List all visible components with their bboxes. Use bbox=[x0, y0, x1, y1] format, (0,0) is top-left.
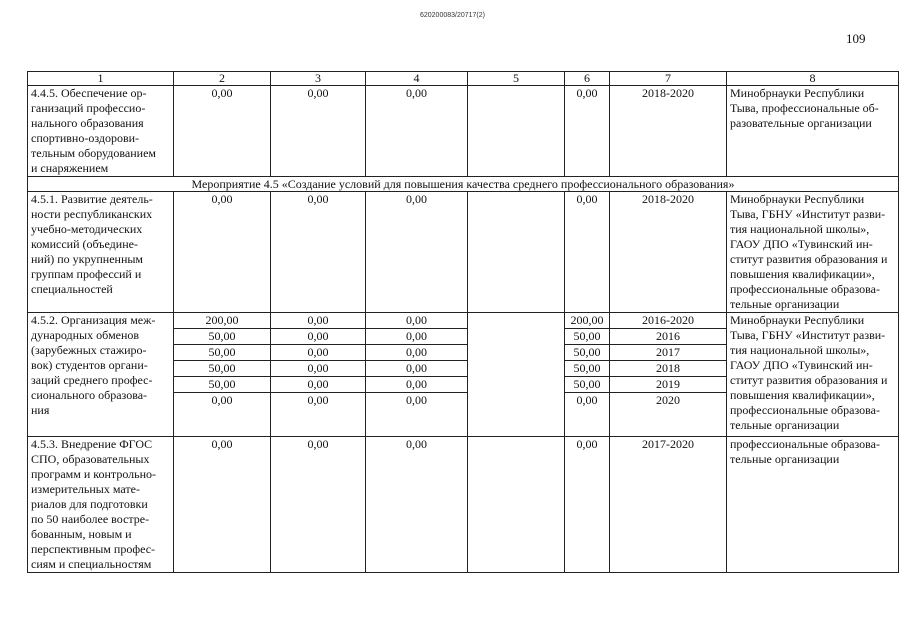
value-cell: 0,00 bbox=[366, 345, 468, 361]
value-cell: 0,00 bbox=[271, 437, 366, 573]
value-cell: 0,00 bbox=[271, 192, 366, 313]
value-cell: 0,00 bbox=[174, 437, 271, 573]
value-cell bbox=[468, 86, 565, 177]
table-row-4-5-3 bbox=[28, 437, 899, 573]
years-cell: 2017-2020 bbox=[610, 437, 727, 573]
activity-name: 4.5.3. Внедрение ФГОС СПО, образовательных программ и контрольно- измерительных мате- риалов для подготовки по 50 наиболее востре- бованным, новым и перспективным профес- сиям и специальностям bbox=[28, 437, 174, 573]
value-cell: 0,00 bbox=[271, 393, 366, 437]
value-cell: 0,00 bbox=[366, 437, 468, 573]
years-cell: 2018 bbox=[610, 361, 727, 377]
col-header-4: 4 bbox=[366, 72, 468, 86]
col-header-1: 1 bbox=[28, 72, 174, 86]
value-cell: 50,00 bbox=[565, 345, 610, 361]
years-cell: 2019 bbox=[610, 377, 727, 393]
activity-name: 4.5.1. Развитие деятель- ности республиканских учебно-методических комиссий (объедине- ний) по укрупненным группам профессий и специальностей bbox=[28, 192, 174, 313]
table-row-4-5-1 bbox=[28, 192, 899, 313]
value-cell: 0,00 bbox=[271, 329, 366, 345]
col-header-5: 5 bbox=[468, 72, 565, 86]
activity-name: 4.4.5. Обеспечение ор- ганизаций профессио- нального образования спортивно-оздорови- тельным оборудованием и снаряжением bbox=[28, 86, 174, 177]
document-id: 620200083/20717(2) bbox=[419, 12, 485, 19]
years-cell: 2016-2020 bbox=[610, 313, 727, 329]
table-row-4-4-5 bbox=[28, 86, 899, 177]
event-heading-row bbox=[28, 177, 899, 192]
responsible-cell: Минобрнауки Республики Тыва, профессиональные об- разовательные организации bbox=[727, 86, 899, 177]
value-cell: 50,00 bbox=[174, 345, 271, 361]
value-cell: 50,00 bbox=[565, 361, 610, 377]
value-cell: 50,00 bbox=[174, 377, 271, 393]
responsible-cell: Минобрнауки Республики Тыва, ГБНУ «Институт разви- тия национальной школы», ГАОУ ДПО «Тувинский ин- ститут развития образования и повышения квалификации», профессиональные образова- тельные организации bbox=[727, 313, 899, 437]
page-number: 109 bbox=[846, 31, 866, 46]
value-cell: 0,00 bbox=[366, 86, 468, 177]
value-cell: 200,00 bbox=[174, 313, 271, 329]
col-header-3: 3 bbox=[271, 72, 366, 86]
col-header-8: 8 bbox=[727, 72, 899, 86]
value-cell: 50,00 bbox=[174, 329, 271, 345]
value-cell: 0,00 bbox=[271, 377, 366, 393]
program-table bbox=[27, 71, 899, 573]
responsible-cell: Минобрнауки Республики Тыва, ГБНУ «Институт разви- тия национальной школы», ГАОУ ДПО «Тувинский ин- ститут развития образования и повышения квалификации», профессиональные образова- тельные организации bbox=[727, 192, 899, 313]
value-cell bbox=[468, 192, 565, 313]
value-cell: 0,00 bbox=[366, 329, 468, 345]
value-cell: 0,00 bbox=[271, 345, 366, 361]
value-cell: 50,00 bbox=[174, 361, 271, 377]
years-cell: 2017 bbox=[610, 345, 727, 361]
value-cell: 0,00 bbox=[366, 192, 468, 313]
col-header-2: 2 bbox=[174, 72, 271, 86]
value-cell bbox=[468, 437, 565, 573]
value-cell: 0,00 bbox=[565, 393, 610, 437]
value-cell: 0,00 bbox=[565, 86, 610, 177]
value-cell bbox=[468, 313, 565, 437]
value-cell: 0,00 bbox=[366, 313, 468, 329]
responsible-cell: профессиональные образова- тельные организации bbox=[727, 437, 899, 573]
value-cell: 0,00 bbox=[565, 192, 610, 313]
value-cell: 0,00 bbox=[174, 86, 271, 177]
activity-name: 4.5.2. Организация меж- дународных обменов (зарубежных стажиро- вок) студентов органи- заций среднего профес- сионального образова- ния bbox=[28, 313, 174, 437]
value-cell: 50,00 bbox=[565, 329, 610, 345]
table-row-4-5-2 bbox=[28, 313, 899, 329]
value-cell: 0,00 bbox=[174, 192, 271, 313]
years-cell: 2016 bbox=[610, 329, 727, 345]
value-cell: 0,00 bbox=[271, 313, 366, 329]
value-cell: 50,00 bbox=[565, 377, 610, 393]
col-header-7: 7 bbox=[610, 72, 727, 86]
value-cell: 200,00 bbox=[565, 313, 610, 329]
value-cell: 0,00 bbox=[271, 361, 366, 377]
value-cell: 0,00 bbox=[366, 377, 468, 393]
value-cell: 0,00 bbox=[565, 437, 610, 573]
years-cell: 2018-2020 bbox=[610, 86, 727, 177]
event-heading: Мероприятие 4.5 «Создание условий для повышения качества среднего профессионального образования» bbox=[28, 177, 899, 192]
column-number-row bbox=[28, 72, 899, 86]
years-cell: 2018-2020 bbox=[610, 192, 727, 313]
value-cell: 0,00 bbox=[366, 393, 468, 437]
value-cell: 0,00 bbox=[271, 86, 366, 177]
value-cell: 0,00 bbox=[366, 361, 468, 377]
value-cell: 0,00 bbox=[174, 393, 271, 437]
years-cell: 2020 bbox=[610, 393, 727, 437]
col-header-6: 6 bbox=[565, 72, 610, 86]
